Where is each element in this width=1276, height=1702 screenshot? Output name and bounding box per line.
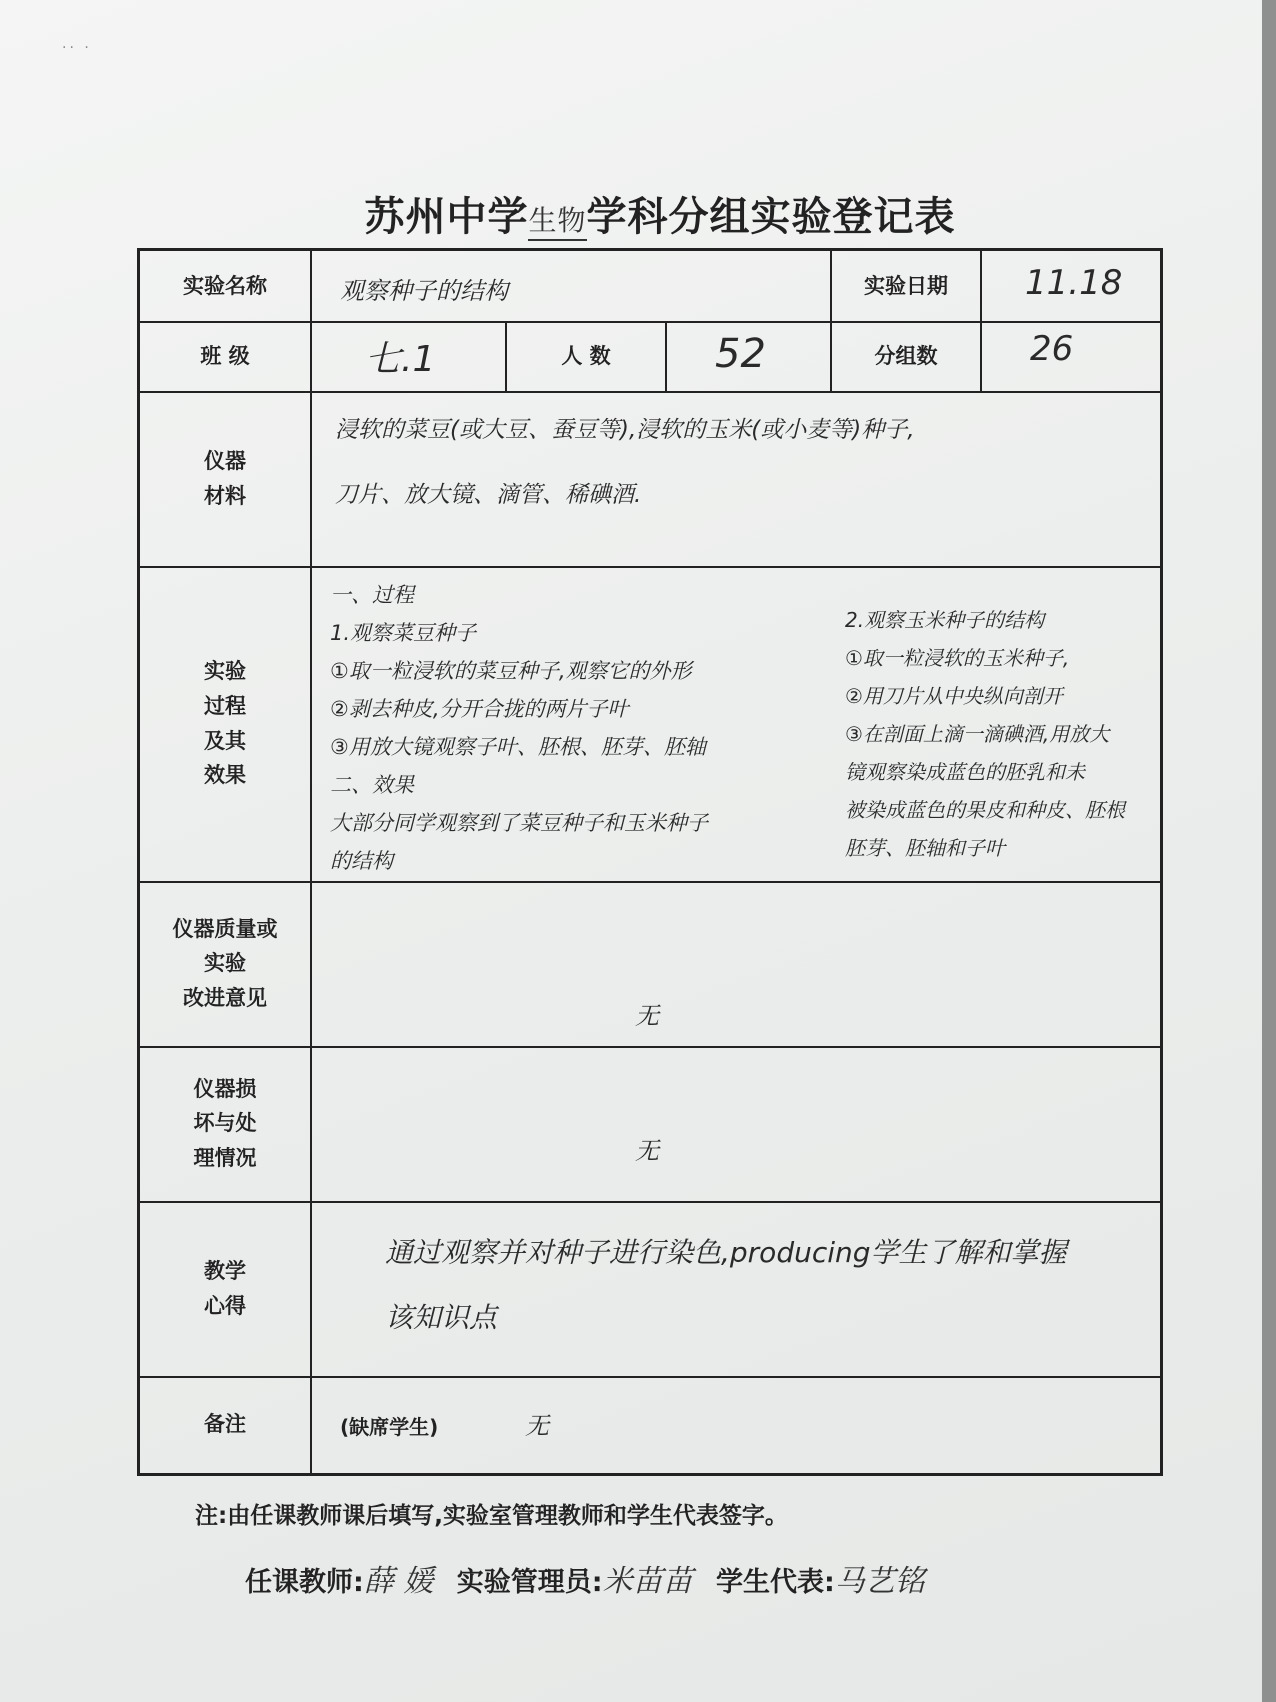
process-line: 1.观察菜豆种子 <box>330 621 477 645</box>
form-title: 苏州中学生物学科分组实验登记表 <box>364 193 956 240</box>
process-line: ①取一粒浸软的玉米种子, <box>845 646 1070 670</box>
class-value: 七.1 <box>365 339 436 380</box>
remarks-value: 无 <box>525 1412 549 1440</box>
process-left-column <box>330 576 840 880</box>
subject-field: 生物 <box>528 199 586 241</box>
reflection-line-1: 通过观察并对种子进行染色,producing学生了解和掌握 <box>385 1236 1067 1269</box>
teacher-label: 任课教师: <box>245 1567 364 1598</box>
process-line: 的结构 <box>330 849 393 873</box>
experiment-date-value: 11.18 <box>1025 263 1123 303</box>
process-line: ①取一粒浸软的菜豆种子,观察它的外形 <box>330 659 692 683</box>
form-table <box>137 248 1163 1476</box>
process-line: 一、过程 <box>330 583 414 607</box>
teacher-signature: 薛 媛 <box>363 1564 434 1599</box>
student-signature: 马艺铭 <box>834 1564 925 1599</box>
materials-line-1: 浸软的菜豆(或大豆、蚕豆等),浸软的玉米(或小麦等)种子, <box>335 417 915 443</box>
signature-row <box>245 1556 939 1600</box>
label-count: 人 数 <box>561 343 611 368</box>
groups-value: 26 <box>1030 329 1074 369</box>
student-label: 学生代表: <box>715 1567 835 1598</box>
experiment-name-value: 观察种子的结构 <box>340 277 508 305</box>
label-damage: 仪器损 坏与处 理情况 <box>193 1076 257 1170</box>
materials-line-2: 刀片、放大镜、滴管、稀碘酒. <box>335 482 642 508</box>
process-line: ③用放大镜观察子叶、胚根、胚芽、胚轴 <box>330 735 706 759</box>
column-divider <box>980 251 982 391</box>
label-groups: 分组数 <box>874 343 938 368</box>
label-experiment-name: 实验名称 <box>183 273 267 298</box>
process-line: 被染成蓝色的果皮和种皮、胚根 <box>845 798 1125 822</box>
process-line: ②用刀片从中央纵向剖开 <box>845 684 1063 708</box>
label-reflection: 教学 心得 <box>204 1258 246 1318</box>
label-materials: 仪器 材料 <box>204 448 246 508</box>
column-divider <box>665 321 667 391</box>
paper-speckles: ·· · <box>62 40 92 56</box>
footer-note: 注:由任课教师课后填写,实验室管理教师和学生代表签字。 <box>195 1503 788 1529</box>
label-class: 班 级 <box>200 343 250 368</box>
count-value: 52 <box>715 331 766 377</box>
process-right-column <box>845 601 1160 867</box>
damage-value: 无 <box>635 1137 659 1165</box>
admin-signature: 米苗苗 <box>602 1564 693 1599</box>
process-line: 胚芽、胚轴和子叶 <box>845 836 1005 860</box>
label-process: 实验 过程 及其 效果 <box>204 659 246 788</box>
reflection-line-2: 该知识点 <box>385 1301 498 1334</box>
admin-label: 实验管理员: <box>456 1567 603 1598</box>
process-line: 2.观察玉米种子的结构 <box>845 608 1045 632</box>
label-experiment-date: 实验日期 <box>864 273 948 298</box>
label-column-divider <box>310 251 312 1473</box>
process-line: 二、效果 <box>330 773 414 797</box>
process-line: 镜观察染成蓝色的胚乳和未 <box>845 760 1085 784</box>
process-line: ②剥去种皮,分开合拢的两片子叶 <box>330 697 629 721</box>
remarks-prefix: (缺席学生) <box>340 1415 439 1439</box>
label-remarks: 备注 <box>204 1412 246 1437</box>
quality-value: 无 <box>635 1002 659 1030</box>
process-line: ③在剖面上滴一滴碘酒,用放大 <box>845 722 1110 746</box>
label-quality: 仪器质量或 实验 改进意见 <box>172 916 278 1010</box>
process-line: 大部分同学观察到了菜豆种子和玉米种子 <box>330 811 708 835</box>
